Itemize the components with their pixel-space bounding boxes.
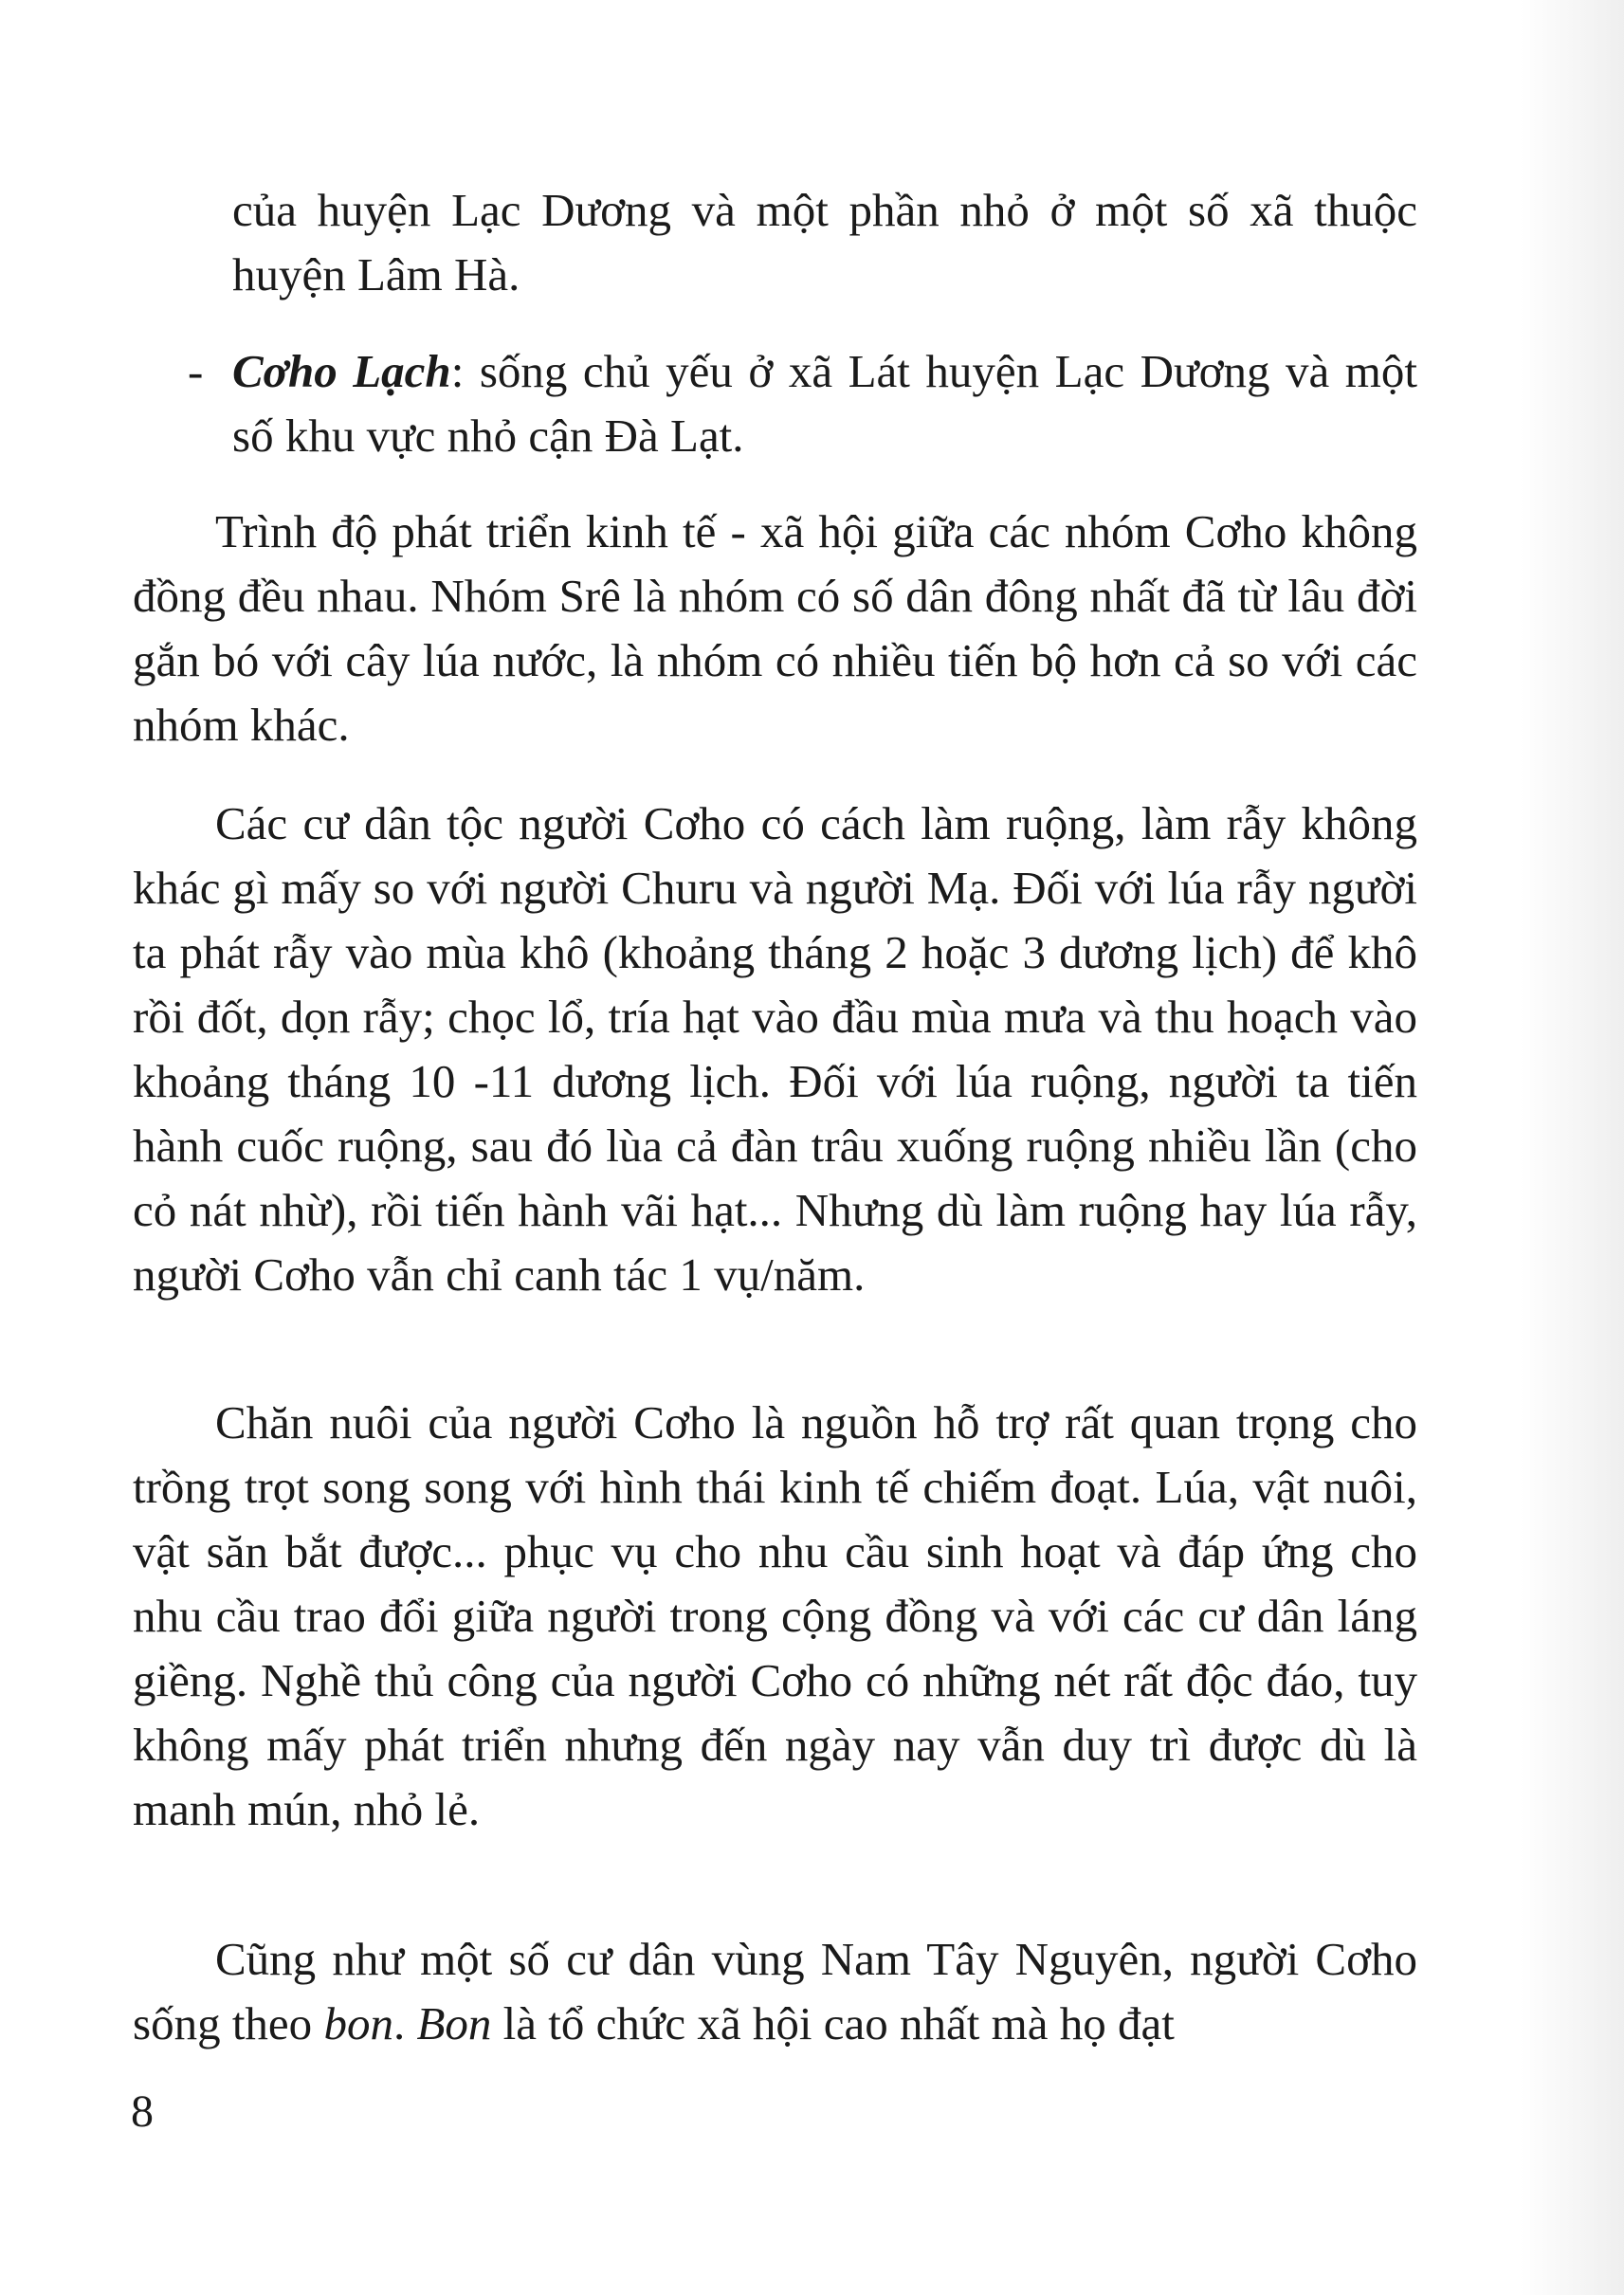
text-segment: là tổ chức xã hội cao nhất mà họ đạt	[491, 1997, 1175, 2049]
paragraph-continuation	[232, 178, 1417, 307]
paragraph-text: Các cư dân tộc người Cơho có cách làm ruộng, làm rẫy không khác gì mấy so với người Churu và người Mạ. Đối với lúa rẫy người ta phát rẫy vào mùa khô (khoảng tháng 2 hoặc 3 dương lịch) để khô rồi đốt, dọn rẫy; chọc lổ, tría hạt vào đầu mùa mưa và thu hoạch vào khoảng tháng 10 -11 dương lịch. Đối với lúa ruộng, người ta tiến hành cuốc ruộng, sau đó lùa cả đàn trâu xuống ruộng nhiều lần (cho cỏ nát nhừ), rồi tiến hành vãi hạt... Nhưng dù làm ruộng hay lúa rẫy, người Cơho vẫn chỉ canh tác 1 vụ/năm.	[133, 797, 1417, 1301]
page-number: 8	[131, 2086, 154, 2137]
term-bon: bon	[323, 1997, 393, 2049]
text-segment: .	[392, 1997, 417, 2049]
paragraph-development	[133, 500, 1417, 757]
bullet-item-coho-lach	[188, 339, 1417, 468]
text-segment: Cũng như một số cư dân vùng Nam Tây Nguyên, người Cơho sống theo	[133, 1933, 1417, 2049]
paragraph-text	[232, 339, 1417, 468]
paragraph-farming	[133, 792, 1417, 1307]
term-coho-lach: Cơho Lạch	[232, 345, 451, 397]
paragraph-text: của huyện Lạc Dương và một phần nhỏ ở một số xã thuộc huyện Lâm Hà.	[232, 184, 1417, 301]
bullet-text: : sống chủ yếu ở xã Lát huyện Lạc Dương và một số khu vực nhỏ cận Đà Lạt.	[232, 345, 1417, 462]
paragraph-text: Chăn nuôi của người Cơho là nguồn hỗ trợ rất quan trọng cho trồng trọt song song với hình thái kinh tế chiếm đoạt. Lúa, vật nuôi, vật săn bắt được... phục vụ cho nhu cầu sinh hoạt và đáp ứng cho nhu cầu trao đổi giữa người trong cộng đồng và với các cư dân láng giềng. Nghề thủ công của người Cơho có những nét rất độc đáo, tuy không mấy phát triển nhưng đến ngày nay vẫn duy trì được dù là manh mún, nhỏ lẻ.	[133, 1396, 1417, 1835]
bullet-dash: -	[188, 345, 204, 397]
paragraph-husbandry	[133, 1391, 1417, 1842]
term-bon-capitalized: Bon	[416, 1997, 492, 2049]
paragraph-text: Trình độ phát triển kinh tế - xã hội giữa các nhóm Cơho không đồng đều nhau. Nhóm Srê là nhóm có số dân đông nhất đã từ lâu đời gắn bó với cây lúa nước, là nhóm có nhiều tiến bộ hơn cả so với các nhóm khác.	[133, 505, 1417, 751]
page-edge-shadow	[1520, 0, 1624, 2295]
paragraph-text	[133, 1927, 1417, 2056]
paragraph-bon	[133, 1927, 1417, 2056]
